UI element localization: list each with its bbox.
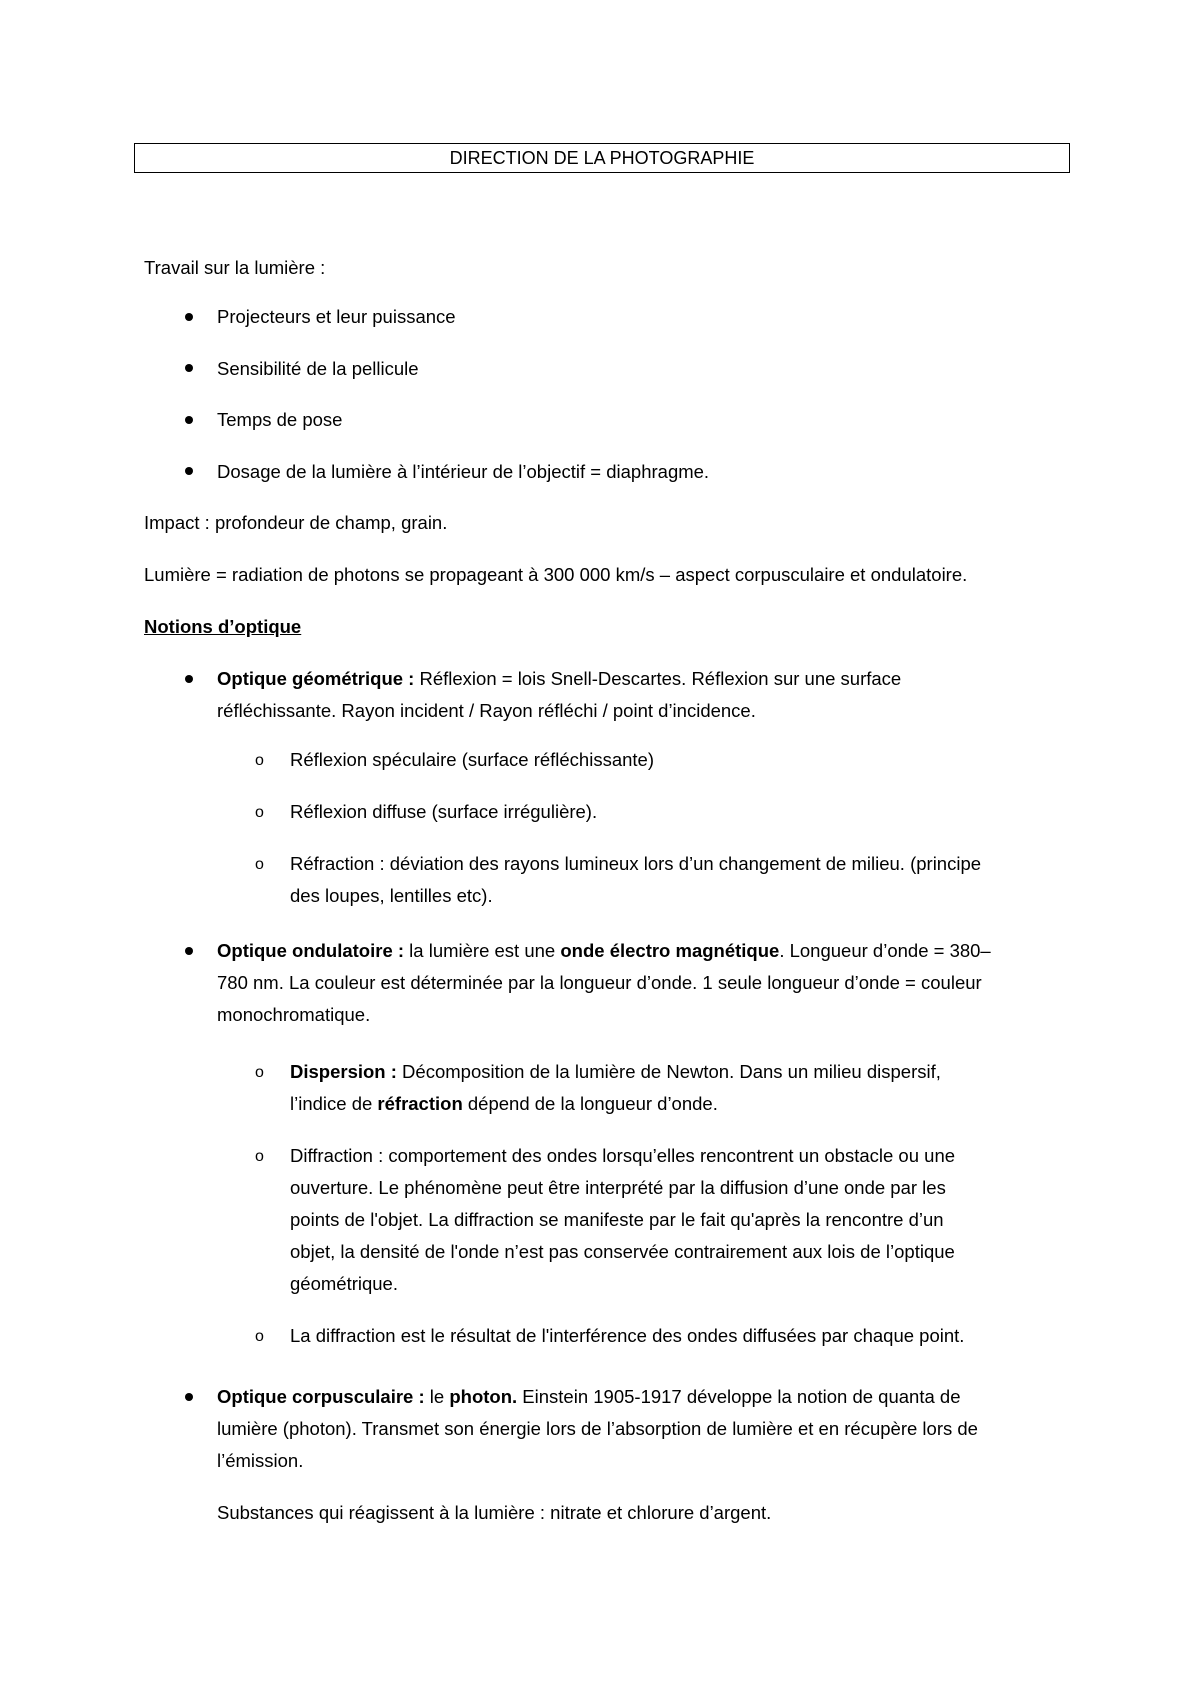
bullet-icon xyxy=(185,416,193,424)
dispersion-text1: Décomposition de la lumière de Newton. Dans un milieu dispersif, xyxy=(396,1061,941,1082)
page-title xyxy=(134,143,1070,173)
circle-bullet-icon: o xyxy=(255,1064,264,1081)
sub-item-refraction-l1: Réfraction : déviation des rayons lumineux lors d’un changement de milieu. (principe xyxy=(290,853,982,874)
bullet-icon xyxy=(185,947,193,955)
list-item: Projecteurs et leur puissance xyxy=(217,306,456,327)
geometrique-label: Optique géométrique : xyxy=(217,668,415,689)
diffraction-line5: géométrique. xyxy=(290,1273,398,1294)
circle-bullet-icon: o xyxy=(255,1328,264,1345)
corpusculaire-text1b: Einstein 1905-1917 développe la notion de quanta de xyxy=(517,1386,961,1407)
impact-text: Impact : profondeur de champ, grain. xyxy=(144,512,448,533)
diffraction-line4: objet, la densité de l'onde n’est pas conservée contrairement aux lois de l’optique xyxy=(290,1241,955,1262)
corpusculaire-line3: l’émission. xyxy=(217,1450,304,1471)
lumiere-text: Lumière = radiation de photons se propageant à 300 000 km/s – aspect corpusculaire et ondulatoire. xyxy=(144,564,968,585)
diffraction-line1: Diffraction : comportement des ondes lorsqu’elles rencontrent un obstacle ou une xyxy=(290,1145,956,1166)
circle-bullet-icon: o xyxy=(255,1148,264,1165)
list-item: Sensibilité de la pellicule xyxy=(217,358,419,379)
sub-item-speculaire: Réflexion spéculaire (surface réfléchissante) xyxy=(290,749,655,770)
ondulatoire-text1a: la lumière est une xyxy=(404,940,561,961)
circle-bullet-icon: o xyxy=(255,752,264,769)
bullet-icon xyxy=(185,1393,193,1401)
list-item: Dosage de la lumière à l’intérieur de l’objectif = diaphragme. xyxy=(217,461,710,482)
notions-heading: Notions d’optique xyxy=(144,616,302,637)
ondulatoire-line2: 780 nm. La couleur est déterminée par la longueur d’onde. 1 seule longueur d’onde = couleur xyxy=(217,972,982,993)
corpusculaire-line1 xyxy=(217,1381,961,1413)
bullet-icon xyxy=(185,313,193,321)
dispersion-line2 xyxy=(290,1088,718,1120)
dispersion-text2b: dépend de la longueur d’onde. xyxy=(462,1093,718,1114)
substances-text: Substances qui réagissent à la lumière : nitrate et chlorure d’argent. xyxy=(217,1502,772,1523)
dispersion-bold-term: réfraction xyxy=(377,1093,463,1114)
corpusculaire-text1a: le xyxy=(424,1386,450,1407)
sub-item-refraction-l2: des loupes, lentilles etc). xyxy=(290,885,493,906)
corpusculaire-bold-term: photon. xyxy=(449,1386,518,1407)
bullet-icon xyxy=(185,675,193,683)
geometrique-line1 xyxy=(217,663,901,695)
diffraction-line2: ouverture. Le phénomène peut être interprété par la diffusion d’une onde par les xyxy=(290,1177,946,1198)
bullet-icon xyxy=(185,364,193,372)
interference-text: La diffraction est le résultat de l'interférence des ondes diffusées par chaque point. xyxy=(290,1325,965,1346)
geometrique-text1: Réflexion = lois Snell-Descartes. Réflexion sur une surface xyxy=(414,668,902,689)
ondulatoire-line3: monochromatique. xyxy=(217,1004,371,1025)
page-title-text: DIRECTION DE LA PHOTOGRAPHIE xyxy=(449,147,755,168)
dispersion-line1 xyxy=(290,1056,941,1088)
corpusculaire-line2: lumière (photon). Transmet son énergie lors de l’absorption de lumière et en récupère lors de xyxy=(217,1418,978,1439)
corpusculaire-label: Optique corpusculaire : xyxy=(217,1386,425,1407)
list-item: Temps de pose xyxy=(217,409,343,430)
diffraction-line3: points de l'objet. La diffraction se manifeste par le fait qu'après la rencontre d’un xyxy=(290,1209,944,1230)
ondulatoire-text1b: . Longueur d’onde = 380– xyxy=(779,940,991,961)
dispersion-text2a: l’indice de xyxy=(290,1093,378,1114)
geometrique-line2: réfléchissante. Rayon incident / Rayon réfléchi / point d’incidence. xyxy=(217,700,756,721)
bullet-icon xyxy=(185,467,193,475)
travail-heading: Travail sur la lumière : xyxy=(144,257,326,278)
ondulatoire-line1 xyxy=(217,935,991,967)
sub-item-diffuse: Réflexion diffuse (surface irrégulière). xyxy=(290,801,598,822)
circle-bullet-icon: o xyxy=(255,856,264,873)
ondulatoire-bold-term: onde électro magnétique xyxy=(560,940,780,961)
dispersion-label: Dispersion : xyxy=(290,1061,397,1082)
ondulatoire-label: Optique ondulatoire : xyxy=(217,940,405,961)
circle-bullet-icon: o xyxy=(255,804,264,821)
